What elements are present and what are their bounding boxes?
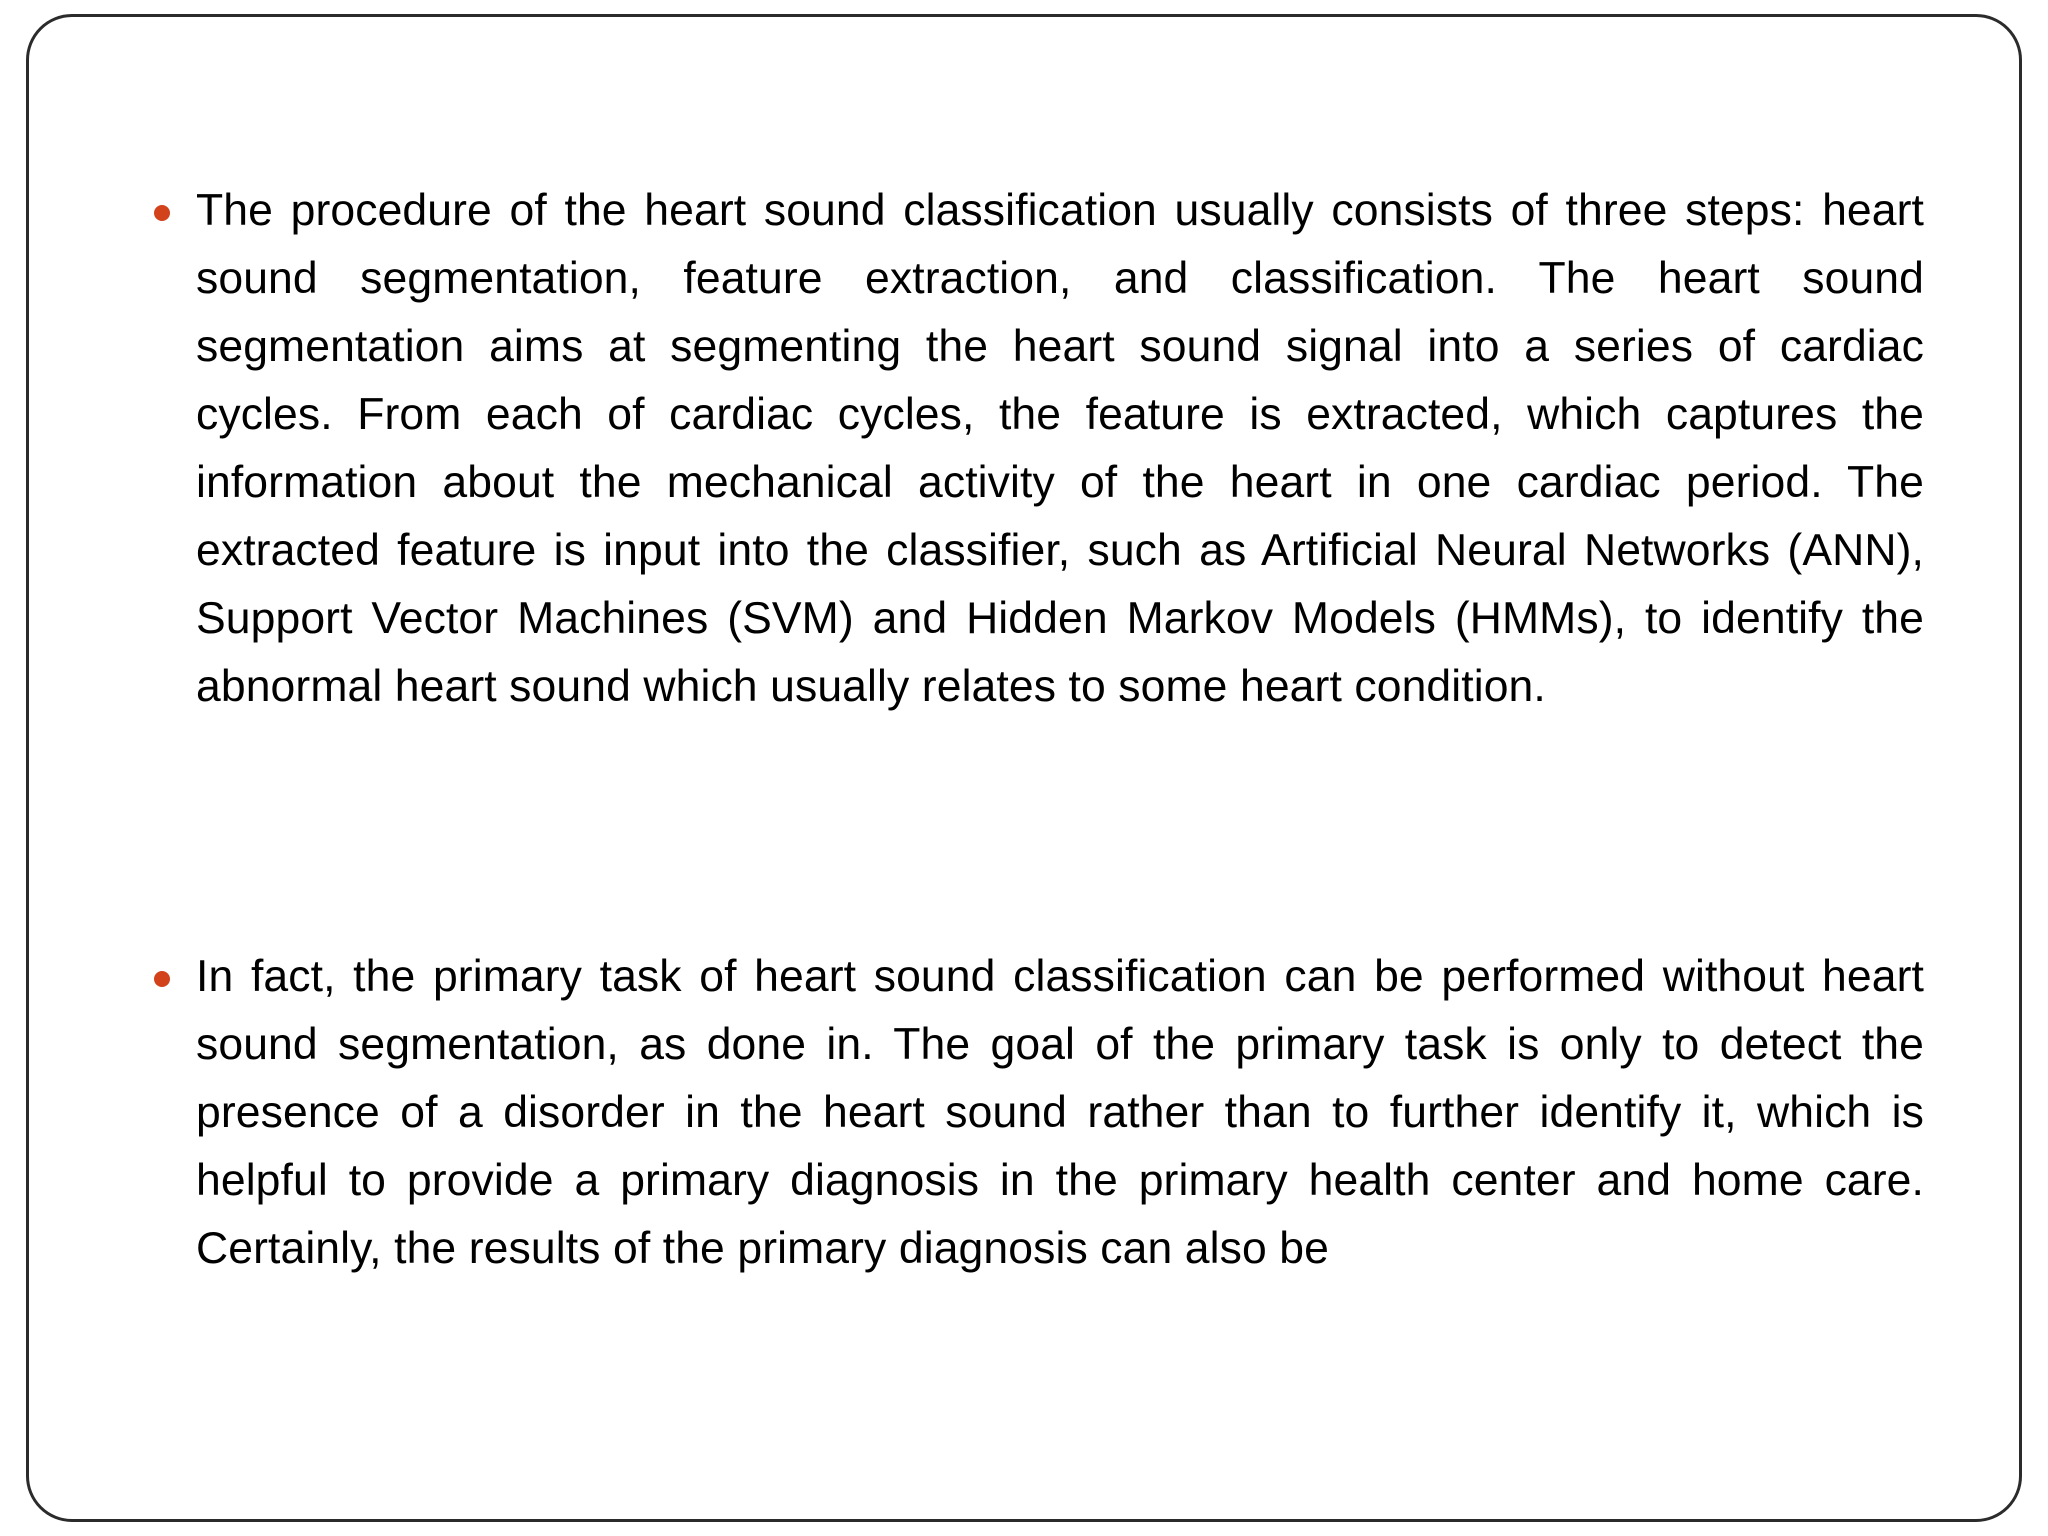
bullet-dot-icon <box>154 205 170 221</box>
bullet-paragraph-1: The procedure of the heart sound classification usually consists of three steps: heart sound segmentation, feature extraction, and classification. The heart sound segmentation aims at segmenting the heart sound signal into a series of cardiac cycles. From each of cardiac cycles, the feature is extracted, which captures the information about the mechanical activity of the heart in one cardiac period. The extracted feature is input into the classifier, such as Artificial Neural Networks (ANN), Support Vector Machines (SVM) and Hidden Markov Models (HMMs), to identify the abnormal heart sound which usually relates to some heart condition. <box>196 186 1924 711</box>
slide-frame <box>26 14 2022 1522</box>
list-item <box>134 177 1924 721</box>
bullet-dot-icon <box>154 971 170 987</box>
slide-content <box>134 177 1924 1283</box>
bullet-paragraph-2: In fact, the primary task of heart sound classification can be performed without heart sound segmentation, as done in. The goal of the primary task is only to detect the presence of a disorder in the heart sound rather than to further identify it, which is helpful to provide a primary diagnosis in the primary health center and home care. Certainly, the results of the primary diagnosis can also be <box>196 952 1924 1273</box>
bullet-marker <box>134 177 196 226</box>
list-item <box>134 943 1924 1283</box>
bullet-marker <box>134 943 196 992</box>
paragraph-spacer <box>134 721 1924 943</box>
